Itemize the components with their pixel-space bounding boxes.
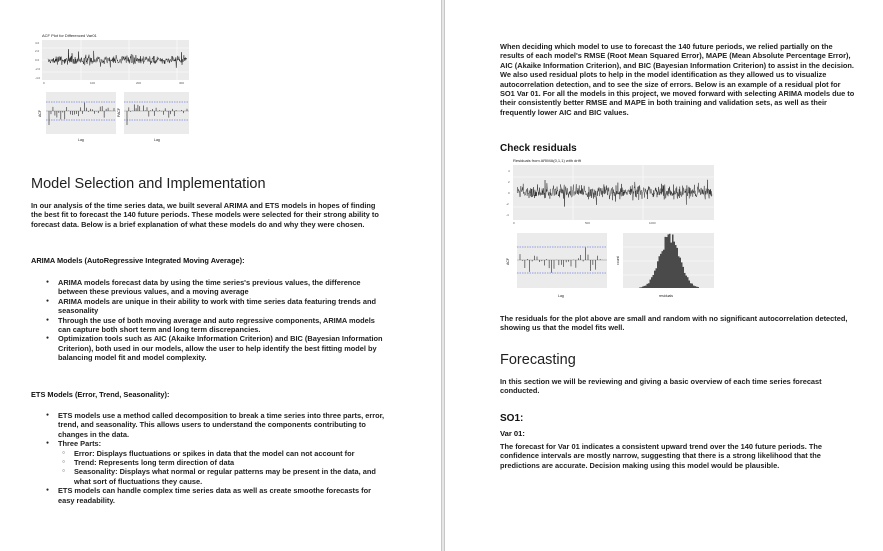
histogram-bar xyxy=(645,286,647,288)
histogram-bar xyxy=(657,261,659,288)
histogram-bar xyxy=(671,243,673,288)
residual-note-paragraph: The residuals for the plot above are small and random with no significant autocorrelation detected, showing us that the model fits well. xyxy=(500,314,848,333)
histogram-bar xyxy=(659,256,661,288)
histogram-bar xyxy=(641,287,643,288)
list-item: ● Through the use of both moving average and auto regressive components, ARIMA models can capture both short term and long term discrepancies. xyxy=(31,316,386,335)
ts-y-tick: -4.0 xyxy=(35,76,41,80)
count-axis-label: count xyxy=(616,256,620,265)
histogram-bar xyxy=(650,280,652,288)
histogram-bar xyxy=(672,235,674,288)
ts-x-tick: 0 xyxy=(43,81,45,85)
ets-bullet-list xyxy=(31,411,386,505)
histogram-bar xyxy=(653,275,655,288)
residuals-figure xyxy=(503,157,717,300)
histogram-bar xyxy=(681,262,683,288)
histogram-bar xyxy=(678,256,680,288)
list-item: ● ARIMA models forecast data by using the time series's previous values, the difference between these previous values, and a moving average xyxy=(31,278,386,297)
ts-y-tick: 4.0 xyxy=(35,41,40,45)
ts-y-tick: 0.0 xyxy=(35,58,40,62)
var01-heading: Var 01: xyxy=(500,429,525,438)
acf-axis-label: ACF xyxy=(506,258,510,265)
lag-axis-label: Lag xyxy=(154,138,160,142)
ets-heading: ETS Models (Error, Trend, Seasonality): xyxy=(31,390,170,399)
list-item: ● ETS models use a method called decomposition to break a time series into three parts, error, trend, and seasonality. This allows users to understand the components contributing to changes in the data. xyxy=(31,411,386,439)
so1-heading: SO1: xyxy=(500,413,524,424)
list-item: ● Optimization tools such as AIC (Akaike Information Criterion) and BIC (Bayesian Information Criterion), both used in our models, allow the user to help identify the best fitting model by balancing model fit and model complexity. xyxy=(31,334,386,362)
ts-x-tick: 300 xyxy=(179,81,185,85)
histogram-bar xyxy=(665,237,667,288)
histogram-bar xyxy=(677,248,679,288)
ts-y-tick: 4 xyxy=(508,169,510,173)
histogram-bar xyxy=(656,268,658,288)
model-intro-paragraph: In our analysis of the time series data, we built several ARIMA and ETS models in hopes of finding the best fit to forecast the 140 future periods. These models were selected for their strong ability to forecast data. Below is a brief explanation of what these models do and why they were chosen. xyxy=(31,201,379,229)
histogram-bar xyxy=(689,280,691,288)
figure-title: Residuals from ARIMA(0,1,1) with drift xyxy=(513,158,581,163)
pacf-axis-label: PACF xyxy=(117,107,121,117)
histogram-bar xyxy=(684,273,686,288)
forecasting-heading: Forecasting xyxy=(500,352,576,368)
histogram-bar xyxy=(693,286,695,288)
list-item: ● ETS models can handle complex time series data as well as create smoothe forecasts for easy readability. xyxy=(31,486,386,505)
ts-y-tick: -2 xyxy=(506,202,509,206)
list-item: ○ Trend: Represents long term direction of data xyxy=(47,458,386,467)
histogram-bar xyxy=(683,267,685,288)
histogram-bar xyxy=(663,250,665,288)
figure-title: ACF Plot for Differenced Var01 xyxy=(42,33,97,38)
ts-x-tick: 100 xyxy=(90,81,96,85)
histogram-bar xyxy=(654,271,656,288)
histogram-bar xyxy=(669,234,671,288)
lag-axis-label: Lag xyxy=(78,138,84,142)
histogram-bar xyxy=(648,283,650,288)
histogram-bar xyxy=(675,245,677,288)
list-item: ● ARIMA models are unique in their ability to work with time series data featuring trends and seasonality xyxy=(31,297,386,316)
list-item: ○ Error: Displays fluctuations or spikes in data that the model can not account for xyxy=(47,449,386,458)
histogram-bar xyxy=(686,276,688,288)
acf-axis-label: ACF xyxy=(38,110,42,117)
pacf-panel xyxy=(124,92,189,134)
ts-y-tick: 2 xyxy=(508,180,510,184)
model-choice-paragraph: When deciding which model to use to forecast the 140 future periods, we relied partially on the results of each model's RMSE (Root Mean Squared Error), MAPE (Mean Absolute Percentage Error), AIC (Akaike Information Criterion), and BIC (Bayesian Information Criterion) to assist in the decision. We also used residual plots to help in the model identification as they allowed us to visualize autocorrelation detection, and to see the size of errors. Below is an example of a residual plot for SO1 Var 01. For all the models in this project, we moved forward with selecting ARIMA models due to their consistently better RMSE and MAPE in both training and validation sets, as well as their frequently lower AIC and BIC values. xyxy=(500,42,855,117)
section-heading: Model Selection and Implementation xyxy=(31,176,266,192)
ts-x-tick: 0 xyxy=(513,221,515,225)
histogram-bar xyxy=(644,286,646,288)
ts-x-tick: 500 xyxy=(585,221,591,225)
histogram-bar xyxy=(698,287,700,288)
acf-differenced-var01-figure xyxy=(34,32,192,144)
document-page-right xyxy=(445,0,883,551)
ts-x-tick: 1000 xyxy=(649,221,656,225)
histogram-bar xyxy=(642,287,644,288)
histogram-bar xyxy=(680,258,682,288)
var01-forecast-paragraph: The forecast for Var 01 indicates a consistent upward trend over the 140 future periods. The confidence intervals are mostly narrow, suggesting that there is a strong likelihood that the predictions are accurate. Decision making using this model would be plausible. xyxy=(500,442,822,470)
ts-y-tick: -4 xyxy=(506,213,509,217)
list-item: ○ Seasonality: Displays what normal or regular patterns may be present in the data, and what sort of fluctuations they cause. xyxy=(47,467,386,486)
histogram-bar xyxy=(690,283,692,288)
histogram-bar xyxy=(639,287,641,288)
arima-bullet-list xyxy=(31,278,386,363)
ets-sub-list xyxy=(31,449,386,487)
histogram-bar xyxy=(674,242,676,288)
ts-y-tick: -2.0 xyxy=(35,67,41,71)
list-item: ● Three Parts: xyxy=(31,439,386,448)
histogram-bar xyxy=(662,251,664,288)
document-page-left xyxy=(0,0,441,551)
acf-panel xyxy=(46,92,116,134)
histogram-bar xyxy=(695,286,697,288)
check-residuals-heading: Check residuals xyxy=(500,143,577,154)
ts-y-tick: 0 xyxy=(508,191,510,195)
histogram-bar xyxy=(687,277,689,288)
histogram-bar xyxy=(666,237,668,288)
ts-y-tick: 2.0 xyxy=(35,49,40,53)
residuals-axis-label: residuals xyxy=(659,294,674,298)
ts-x-tick: 200 xyxy=(136,81,142,85)
lag-axis-label: Lag xyxy=(558,294,564,298)
histogram-bar xyxy=(651,277,653,288)
arima-heading: ARIMA Models (AutoRegressive Integrated Moving Average): xyxy=(31,256,245,265)
histogram-bar xyxy=(647,284,649,288)
residual-acf-panel xyxy=(517,233,607,288)
forecast-intro-paragraph: In this section we will be reviewing and giving a basic overview of each time series forecast conducted. xyxy=(500,377,822,396)
histogram-bar xyxy=(660,254,662,288)
histogram-bar xyxy=(696,287,698,288)
histogram-bar xyxy=(668,234,670,288)
histogram-bar xyxy=(692,284,694,288)
